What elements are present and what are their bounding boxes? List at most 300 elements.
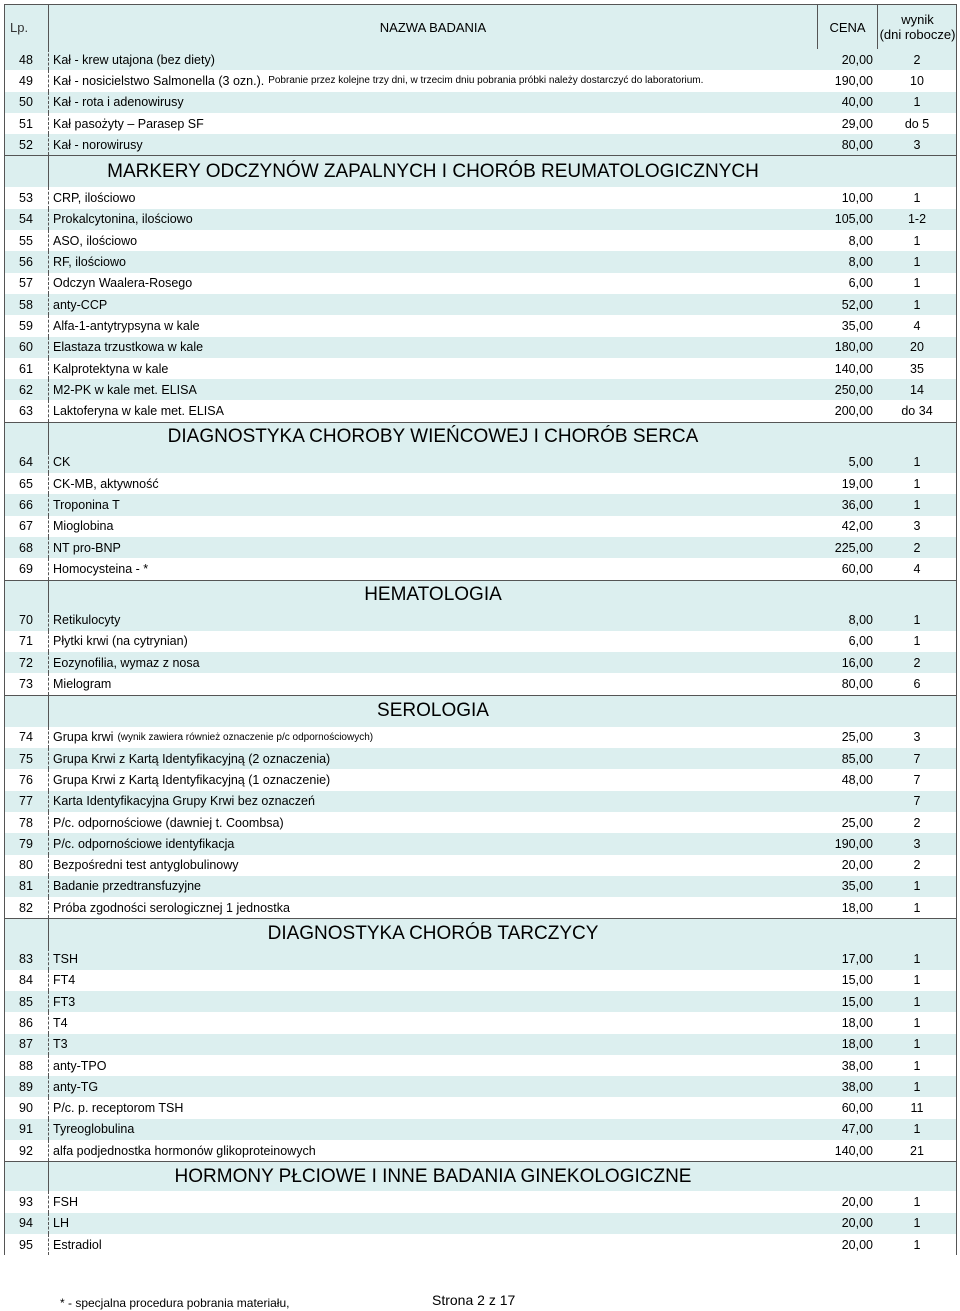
test-name-cell (48, 113, 817, 134)
row-number: 83 (19, 952, 33, 967)
row-number: 93 (19, 1195, 33, 1209)
test-price: 48,00 (841, 772, 873, 787)
row-number: 48 (19, 52, 33, 67)
table-row (4, 1140, 957, 1161)
table-row (4, 294, 957, 315)
test-name-cell (48, 1055, 817, 1076)
table-row (4, 748, 957, 769)
result-days: 1 (913, 1237, 921, 1252)
test-price: 38,00 (841, 1079, 873, 1094)
result-days: 1 (913, 613, 921, 628)
table-row (4, 473, 957, 494)
test-name-cell (48, 1034, 817, 1055)
result-days: 1 (913, 476, 921, 491)
result-days: 1 (913, 994, 921, 1009)
test-price: 60,00 (841, 561, 873, 576)
test-price: 140,00 (834, 361, 873, 376)
row-number: 57 (19, 276, 33, 291)
test-name: Badanie przedtransfuzyjne (53, 879, 202, 894)
test-name: alfa podjednostka hormonów glikoproteinowych (53, 1143, 316, 1158)
row-number: 95 (19, 1237, 33, 1252)
test-price: 140,00 (834, 1143, 873, 1158)
test-name-cell (48, 294, 817, 315)
table-body (4, 49, 957, 1255)
test-price: 29,00 (841, 116, 873, 131)
table-row (4, 727, 957, 748)
result-days: 11 (910, 1101, 924, 1116)
row-number: 63 (19, 404, 33, 419)
test-price: 36,00 (841, 497, 873, 512)
test-name: anty-TPO (53, 1058, 107, 1073)
test-name-cell (48, 92, 817, 113)
test-name-cell (48, 70, 817, 91)
section-title: DIAGNOSTYKA CHOROBY WIEŃCOWEJ I CHORÓB SERCA (48, 423, 817, 452)
test-name-cell (48, 1191, 817, 1212)
row-number: 55 (19, 233, 33, 248)
section-header (4, 422, 957, 452)
test-name: NT pro-BNP (53, 540, 121, 555)
test-name: Estradiol (53, 1237, 102, 1252)
table-row (4, 337, 957, 358)
table-row (4, 673, 957, 694)
table-row (4, 948, 957, 969)
row-number: 90 (19, 1101, 33, 1116)
row-number: 89 (19, 1079, 33, 1094)
test-name: FT3 (53, 994, 76, 1009)
test-name: Tyreoglobulina (53, 1122, 135, 1137)
test-price: 25,00 (841, 815, 873, 830)
table-row (4, 791, 957, 812)
test-price: 42,00 (841, 519, 873, 534)
table-header (4, 4, 957, 49)
test-name-cell (48, 610, 817, 631)
table-row (4, 452, 957, 473)
test-price: 190,00 (834, 73, 873, 88)
test-price: 20,00 (841, 1216, 873, 1231)
table-row (4, 209, 957, 230)
table-row (4, 1213, 957, 1234)
test-name-cell (48, 748, 817, 769)
table-border (4, 4, 5, 1255)
result-days: 1 (913, 233, 921, 248)
table-row (4, 833, 957, 854)
table-row (4, 652, 957, 673)
test-price: 80,00 (841, 137, 873, 152)
test-price: 250,00 (834, 382, 873, 397)
price-table (4, 4, 957, 1255)
test-name-cell (48, 631, 817, 652)
result-days: 7 (913, 794, 921, 809)
test-name-cell (48, 833, 817, 854)
row-number: 77 (19, 794, 33, 809)
test-price: 16,00 (841, 655, 873, 670)
row-number: 56 (19, 255, 33, 270)
page-number: Strona 2 z 17 (432, 1292, 516, 1308)
test-name: Kalprotektyna w kale (53, 361, 169, 376)
test-price (817, 791, 877, 812)
row-number: 76 (19, 772, 33, 787)
test-name: CRP, ilościowo (53, 191, 136, 206)
test-price: 225,00 (834, 540, 873, 555)
test-name-cell (48, 494, 817, 515)
test-price: 6,00 (848, 634, 873, 649)
test-name-cell (48, 1097, 817, 1118)
test-note: (wynik zawiera również oznaczenie p/c odpornościowych) (117, 731, 374, 743)
test-price: 19,00 (841, 476, 873, 491)
test-name-cell (48, 251, 817, 272)
table-row (4, 812, 957, 833)
test-name: CK (53, 455, 71, 470)
test-name: Kał - norowirusy (53, 137, 143, 152)
test-name-cell (48, 358, 817, 379)
test-name: Bezpośredni test antyglobulinowy (53, 858, 239, 873)
test-name: Alfa-1-antytrypsyna w kale (53, 318, 200, 333)
table-row (4, 70, 957, 91)
test-name-cell (48, 855, 817, 876)
table-row (4, 92, 957, 113)
test-name-cell (48, 876, 817, 897)
result-days: 14 (910, 382, 924, 397)
test-name-cell (48, 209, 817, 230)
test-price: 15,00 (841, 973, 873, 988)
test-price: 180,00 (834, 340, 873, 355)
row-number: 51 (19, 116, 33, 131)
test-price: 18,00 (841, 900, 873, 915)
row-number: 73 (19, 677, 33, 692)
section-title: HORMONY PŁCIOWE I INNE BADANIA GINEKOLOGICZNE (48, 1162, 817, 1191)
result-days: 7 (913, 772, 921, 787)
test-name-cell (48, 970, 817, 991)
test-name: FT4 (53, 973, 76, 988)
test-name: Troponina T (53, 497, 120, 512)
test-name-cell (48, 558, 817, 579)
result-days: 1 (913, 1195, 921, 1209)
header-result-days (877, 5, 957, 49)
row-number: 65 (19, 476, 33, 491)
table-row (4, 855, 957, 876)
table-row (4, 113, 957, 134)
row-number: 71 (19, 634, 33, 649)
table-row (4, 251, 957, 272)
test-price: 25,00 (841, 730, 873, 745)
test-price: 200,00 (834, 404, 873, 419)
result-days: do 5 (904, 116, 930, 131)
test-name: Eozynofilia, wymaz z nosa (53, 655, 200, 670)
row-number: 62 (19, 382, 33, 397)
test-price: 105,00 (834, 212, 873, 227)
result-days: 10 (910, 73, 924, 88)
table-row (4, 897, 957, 918)
row-number: 54 (19, 212, 33, 227)
test-name: T4 (53, 1015, 68, 1030)
test-name: FSH (53, 1195, 78, 1209)
table-row (4, 315, 957, 336)
row-number: 70 (19, 613, 33, 628)
result-days: 1 (913, 95, 921, 110)
test-name-cell (48, 273, 817, 294)
test-name: Homocysteina - * (53, 561, 149, 576)
test-name-cell (48, 1234, 817, 1255)
table-row (4, 1076, 957, 1097)
test-price: 20,00 (841, 858, 873, 873)
test-price: 80,00 (841, 677, 873, 692)
test-name: Kał - krew utajona (bez diety) (53, 52, 215, 67)
test-name-cell (48, 769, 817, 790)
test-name: Mielogram (53, 677, 112, 692)
header-result-line2: (dni robocze) (879, 27, 956, 42)
row-number: 61 (19, 361, 33, 376)
test-name-cell (48, 49, 817, 70)
table-row (4, 187, 957, 208)
test-name-cell (48, 230, 817, 251)
test-name-cell (48, 673, 817, 694)
table-row (4, 379, 957, 400)
result-days: 1 (913, 1079, 921, 1094)
test-name-cell (48, 948, 817, 969)
table-border (956, 4, 957, 1255)
test-price: 35,00 (841, 318, 873, 333)
header-price: CENA (817, 5, 877, 49)
section-title: SEROLOGIA (48, 696, 817, 727)
result-days: 3 (913, 836, 921, 851)
test-price: 20,00 (841, 1195, 873, 1209)
row-number: 94 (19, 1216, 33, 1231)
test-price: 52,00 (841, 297, 873, 312)
section-header (4, 1161, 957, 1191)
result-days: 1 (913, 191, 921, 206)
result-days: 1 (913, 634, 921, 649)
result-days: 1 (913, 297, 921, 312)
result-days: 1 (913, 1015, 921, 1030)
test-name-cell (48, 187, 817, 208)
test-name: Karta Identyfikacyjna Grupy Krwi bez oznaczeń (53, 794, 315, 809)
table-row (4, 610, 957, 631)
result-days: 1-2 (907, 212, 927, 227)
table-row (4, 494, 957, 515)
test-name: Płytki krwi (na cytrynian) (53, 634, 188, 649)
row-number: 80 (19, 858, 33, 873)
table-row (4, 49, 957, 70)
table-row (4, 558, 957, 579)
header-result-line1: wynik (901, 12, 934, 27)
section-title: DIAGNOSTYKA CHORÓB TARCZYCY (48, 919, 817, 948)
result-days: 1 (913, 455, 921, 470)
test-name: LH (53, 1216, 69, 1231)
row-number: 72 (19, 655, 33, 670)
test-name: T3 (53, 1037, 68, 1052)
test-name: P/c. p. receptorom TSH (53, 1101, 184, 1116)
test-price: 8,00 (848, 255, 873, 270)
test-price: 60,00 (841, 1101, 873, 1116)
table-row (4, 273, 957, 294)
result-days: 1 (913, 1122, 921, 1137)
test-name: P/c. odpornościowe identyfikacja (53, 836, 235, 851)
row-number: 87 (19, 1037, 33, 1052)
test-price: 17,00 (841, 952, 873, 967)
test-name-cell (48, 452, 817, 473)
table-row (4, 991, 957, 1012)
result-days: 2 (913, 540, 921, 555)
result-days: 2 (913, 815, 921, 830)
test-name: Grupa Krwi z Kartą Identyfikacyjną (2 oznaczenia) (53, 751, 331, 766)
result-days: 1 (913, 1058, 921, 1073)
row-number: 92 (19, 1143, 33, 1158)
row-number: 58 (19, 297, 33, 312)
test-price: 5,00 (848, 455, 873, 470)
test-price: 18,00 (841, 1037, 873, 1052)
test-name: CK-MB, aktywność (53, 476, 159, 491)
section-header (4, 918, 957, 948)
row-number: 60 (19, 340, 33, 355)
table-row (4, 1191, 957, 1212)
row-number: 78 (19, 815, 33, 830)
result-days: 6 (913, 677, 921, 692)
test-price: 85,00 (841, 751, 873, 766)
test-name-cell (48, 1076, 817, 1097)
test-price: 6,00 (848, 276, 873, 291)
test-name: Odczyn Waalera-Rosego (53, 276, 193, 291)
test-name: P/c. odpornościowe (dawniej t. Coombsa) (53, 815, 284, 830)
result-days: 2 (913, 655, 921, 670)
test-price: 8,00 (848, 233, 873, 248)
test-name-cell (48, 991, 817, 1012)
table-row (4, 876, 957, 897)
test-name: Kał - nosicielstwo Salmonella (3 ozn.). (53, 73, 265, 88)
test-name-cell (48, 791, 817, 812)
row-number: 84 (19, 973, 33, 988)
result-days: 1 (913, 255, 921, 270)
test-name-cell (48, 134, 817, 155)
result-days: 3 (913, 519, 921, 534)
test-price: 40,00 (841, 95, 873, 110)
row-number: 75 (19, 751, 33, 766)
table-row (4, 1234, 957, 1255)
row-number: 86 (19, 1015, 33, 1030)
test-name: Kał - rota i adenowirusy (53, 95, 184, 110)
test-name-cell (48, 812, 817, 833)
test-name-cell (48, 315, 817, 336)
test-name: Elastaza trzustkowa w kale (53, 340, 204, 355)
table-row (4, 631, 957, 652)
test-name-cell (48, 400, 817, 421)
row-number: 68 (19, 540, 33, 555)
result-days: 1 (913, 879, 921, 894)
table-row (4, 230, 957, 251)
result-days: 7 (913, 751, 921, 766)
table-row (4, 1097, 957, 1118)
test-name-cell (48, 1119, 817, 1140)
test-price: 20,00 (841, 52, 873, 67)
result-days: 1 (913, 1037, 921, 1052)
table-row (4, 1012, 957, 1033)
footer-note: * - specjalna procedura pobrania materiału, (60, 1296, 290, 1310)
row-number: 53 (19, 191, 33, 206)
test-price: 15,00 (841, 994, 873, 1009)
table-row (4, 400, 957, 421)
header-test-name: NAZWA BADANIA (48, 5, 817, 49)
row-number: 88 (19, 1058, 33, 1073)
section-title: HEMATOLOGIA (48, 581, 817, 610)
test-price: 38,00 (841, 1058, 873, 1073)
row-number: 66 (19, 497, 33, 512)
table-row (4, 358, 957, 379)
test-price: 20,00 (841, 1237, 873, 1252)
section-title: MARKERY ODCZYNÓW ZAPALNYCH I CHORÓB REUMATOLOGICZNYCH (48, 156, 817, 187)
result-days: 3 (913, 137, 921, 152)
test-name: Grupa Krwi z Kartą Identyfikacyjną (1 oznaczenie) (53, 772, 331, 787)
row-number: 74 (19, 730, 33, 745)
test-name: Próba zgodności serologicznej 1 jednostka (53, 900, 290, 915)
test-price: 8,00 (848, 613, 873, 628)
test-name-cell (48, 652, 817, 673)
test-name: Retikulocyty (53, 613, 121, 628)
test-name: TSH (53, 952, 78, 967)
result-days: 1 (913, 952, 921, 967)
result-days: 1 (913, 900, 921, 915)
test-name: Mioglobina (53, 519, 114, 534)
test-name-cell (48, 473, 817, 494)
test-name-cell (48, 516, 817, 537)
row-number: 69 (19, 561, 33, 576)
test-name-cell (48, 337, 817, 358)
table-row (4, 970, 957, 991)
test-name: Grupa krwi (53, 730, 114, 745)
result-days: 2 (913, 52, 921, 67)
result-days: 21 (910, 1143, 924, 1158)
row-number: 50 (19, 95, 33, 110)
test-name: Prokalcytonina, ilościowo (53, 212, 193, 227)
test-name: anty-TG (53, 1079, 99, 1094)
table-row (4, 1034, 957, 1055)
test-name-cell (48, 379, 817, 400)
section-header (4, 155, 957, 187)
row-number: 81 (19, 879, 33, 894)
row-number: 64 (19, 455, 33, 470)
result-days: 35 (910, 361, 924, 376)
test-name: Laktoferyna w kale met. ELISA (53, 404, 224, 419)
result-days: 1 (913, 973, 921, 988)
test-price: 10,00 (841, 191, 873, 206)
section-header (4, 580, 957, 610)
row-number: 49 (19, 73, 33, 88)
table-row (4, 1119, 957, 1140)
row-number: 67 (19, 519, 33, 534)
result-days: 4 (913, 561, 921, 576)
row-number: 59 (19, 318, 33, 333)
table-row (4, 134, 957, 155)
result-days: 1 (913, 276, 921, 291)
test-name: M2-PK w kale met. ELISA (53, 382, 197, 397)
result-days: 3 (913, 730, 921, 745)
table-row (4, 769, 957, 790)
test-price: 47,00 (841, 1122, 873, 1137)
row-number: 82 (19, 900, 33, 915)
row-number: 79 (19, 836, 33, 851)
row-number: 85 (19, 994, 33, 1009)
result-days: do 34 (901, 404, 933, 419)
table-row (4, 516, 957, 537)
test-price: 190,00 (834, 836, 873, 851)
test-price: 18,00 (841, 1015, 873, 1030)
table-row (4, 1055, 957, 1076)
result-days: 2 (913, 858, 921, 873)
test-name-cell (48, 537, 817, 558)
test-name-cell (48, 897, 817, 918)
table-row (4, 537, 957, 558)
result-days: 1 (913, 1216, 921, 1231)
header-lp: Lp. (10, 19, 29, 35)
test-name-cell (48, 1012, 817, 1033)
